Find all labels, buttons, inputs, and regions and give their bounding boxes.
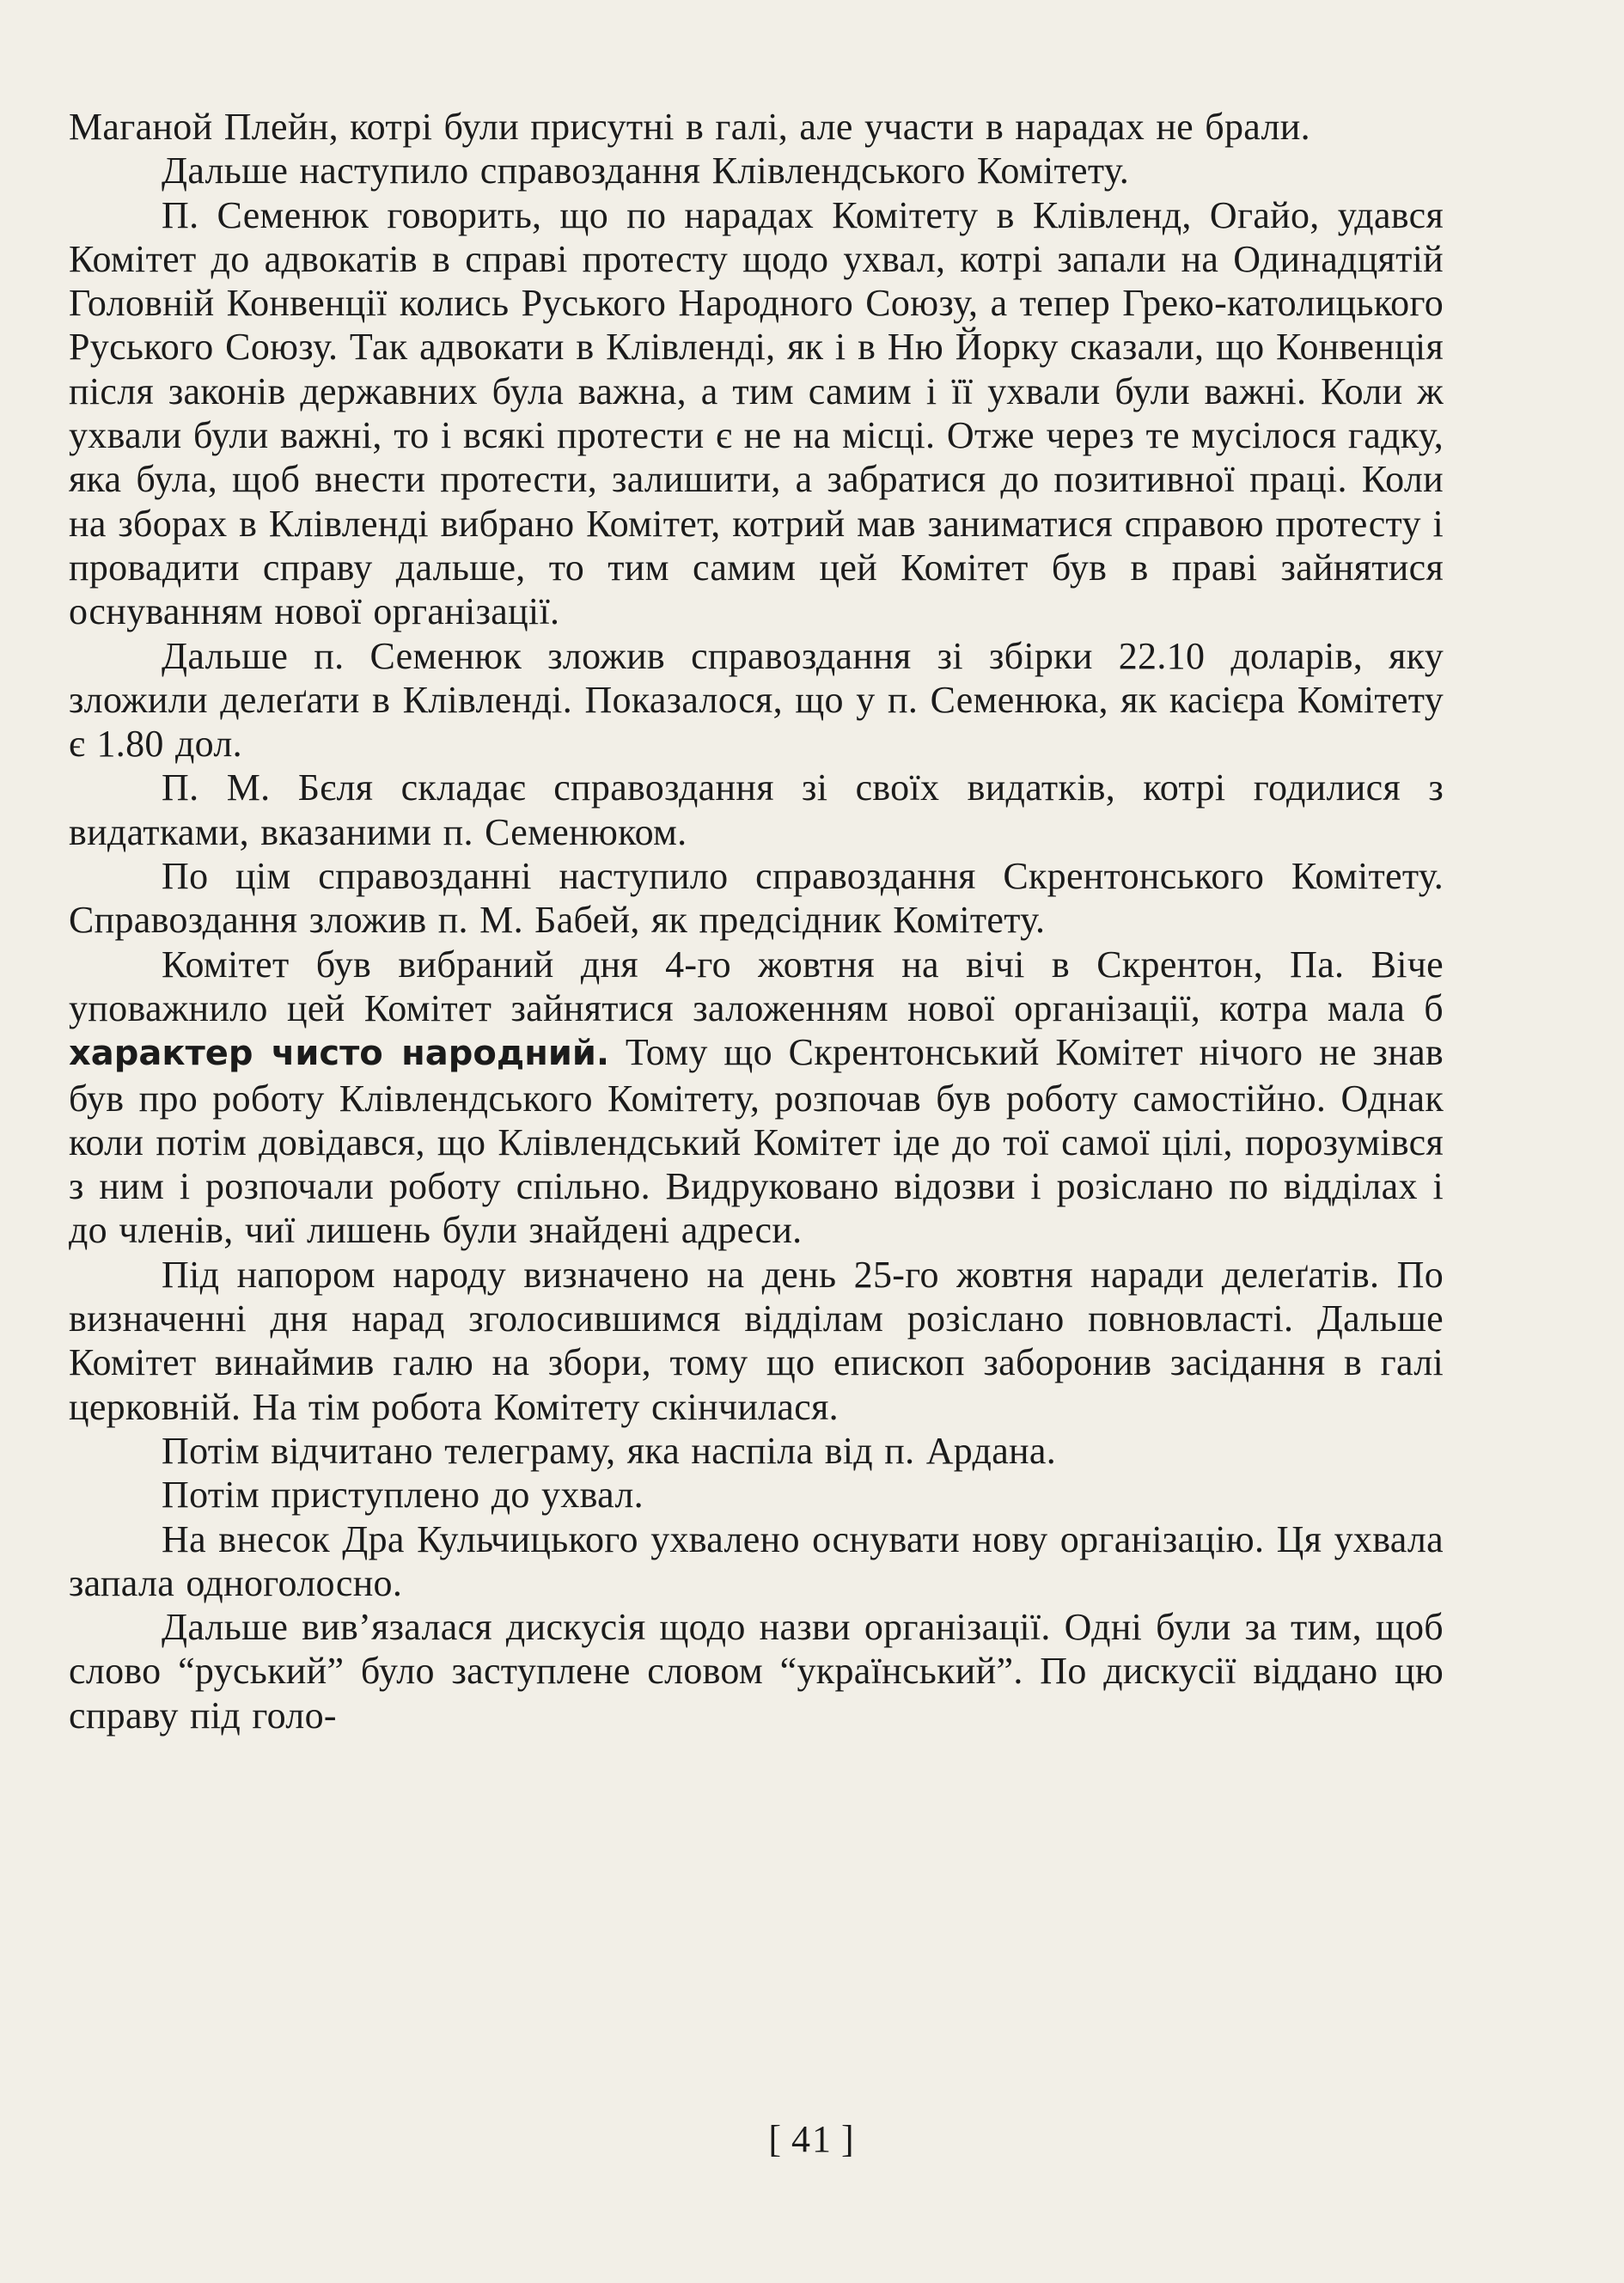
paragraph-1: Маганой Плейн, котрі були присутні в галі, але участи в нарадах не брали. [69, 106, 1310, 148]
paragraph-8: Під напором народу визначено на день 25-го жовтня наради делеґатів. По визначенні дня нарад зголосившимся відділам розіслано повновласті. Дальше Комітет винаймив галю на збори, тому що епископ заборонив засідання в галі церковній. На тім робота Комітету скінчилася. [69, 1253, 1444, 1428]
paragraph-3: П. Семенюк говорить, що по нарадах Комітету в Клівленд, Огайо, удався Комітет до адвокатів в справі протесту щодо ухвал, котрі запали на Одинадцятій Головній Конвенції колись Руського Народного Союзу, а тепер Греко-католицького Руського Союзу. Так адвокати в Клівленді, як і в Ню Йорку сказали, що Конвенція після законів державних була важна, а тим самим і її ухвали були важні. Коли ж ухвали були важні, то і всякі протести є не на місці. Отже через те мусілося гадку, яка була, щоб внести протести, залишити, а забратися до позитивної праці. Коли на зборах в Клівленді вибрано Комітет, котрий мав заниматися справою протесту і провадити справу дальше, то тим самим цей Комітет був в праві зайнятися оснуванням нової організації. [69, 193, 1444, 633]
page-number-bracket-right: ] [841, 2118, 856, 2160]
page-number-value: 41 [791, 2118, 833, 2160]
paragraph-11: На внесок Дра Кульчицького ухвалено оснувати нову організацію. Ця ухвала запала одноголосно. [69, 1517, 1444, 1604]
paragraph-7 [69, 943, 1444, 1253]
paragraph-7-text-after: Тому що Скрентонський Комітет нічого не знав був про роботу Клівлендського Комітету, розпочав був роботу самостійно. Однак коли потім довідався, що Клівлендський Комітет іде до тої самої цілі, порозумівся з ним і розпочали роботу спільно. Видруковано відозви і розіслано по відділах і до членів, чиї лишень були знайдені адреси. [69, 1031, 1444, 1252]
page-number-bracket-left: [ [768, 2118, 783, 2160]
paragraph-12: Дальше вив’язалася дискусія щодо назви організації. Одні були за тим, щоб слово “руський” було заступлене словом “український”. По дискусії віддано цю справу під голо- [69, 1606, 1444, 1737]
paragraph-7-text-before: Комітет був вибраний дня 4-го жовтня на вічі в Скрентон, Па. Віче уповажнило цей Комітет зайнятися заложенням нової організації, котра мала б [69, 943, 1444, 1029]
paragraph-5: П. М. Бєля складає справоздання зі своїх видатків, котрі годилися з видатками, вказаними п. Семенюком. [69, 766, 1444, 853]
paragraph-10: Потім приступлено до ухвал. [162, 1474, 644, 1517]
paragraph-6: По цім справозданні наступило справоздання Скрентонського Комітету. Справоздання зложив п. М. Бабей, як предсідник Комітету. [69, 855, 1444, 942]
paragraph-7-bold-phrase: характер чисто народний. [69, 1034, 610, 1074]
page-number [0, 2117, 1624, 2161]
paragraph-2: Дальше наступило справоздання Клівлендського Комітету. [162, 150, 1130, 192]
paragraph-9: Потім відчитано телеграму, яка наспіла від п. Ардана. [162, 1429, 1057, 1472]
page-text [69, 105, 1444, 1737]
paragraph-4: Дальше п. Семенюк зложив справоздання зі збірки 22.10 доларів, яку зложили делеґати в Клівленді. Показалося, що у п. Семенюка, як касієра Комітету є 1.80 дол. [69, 634, 1444, 766]
